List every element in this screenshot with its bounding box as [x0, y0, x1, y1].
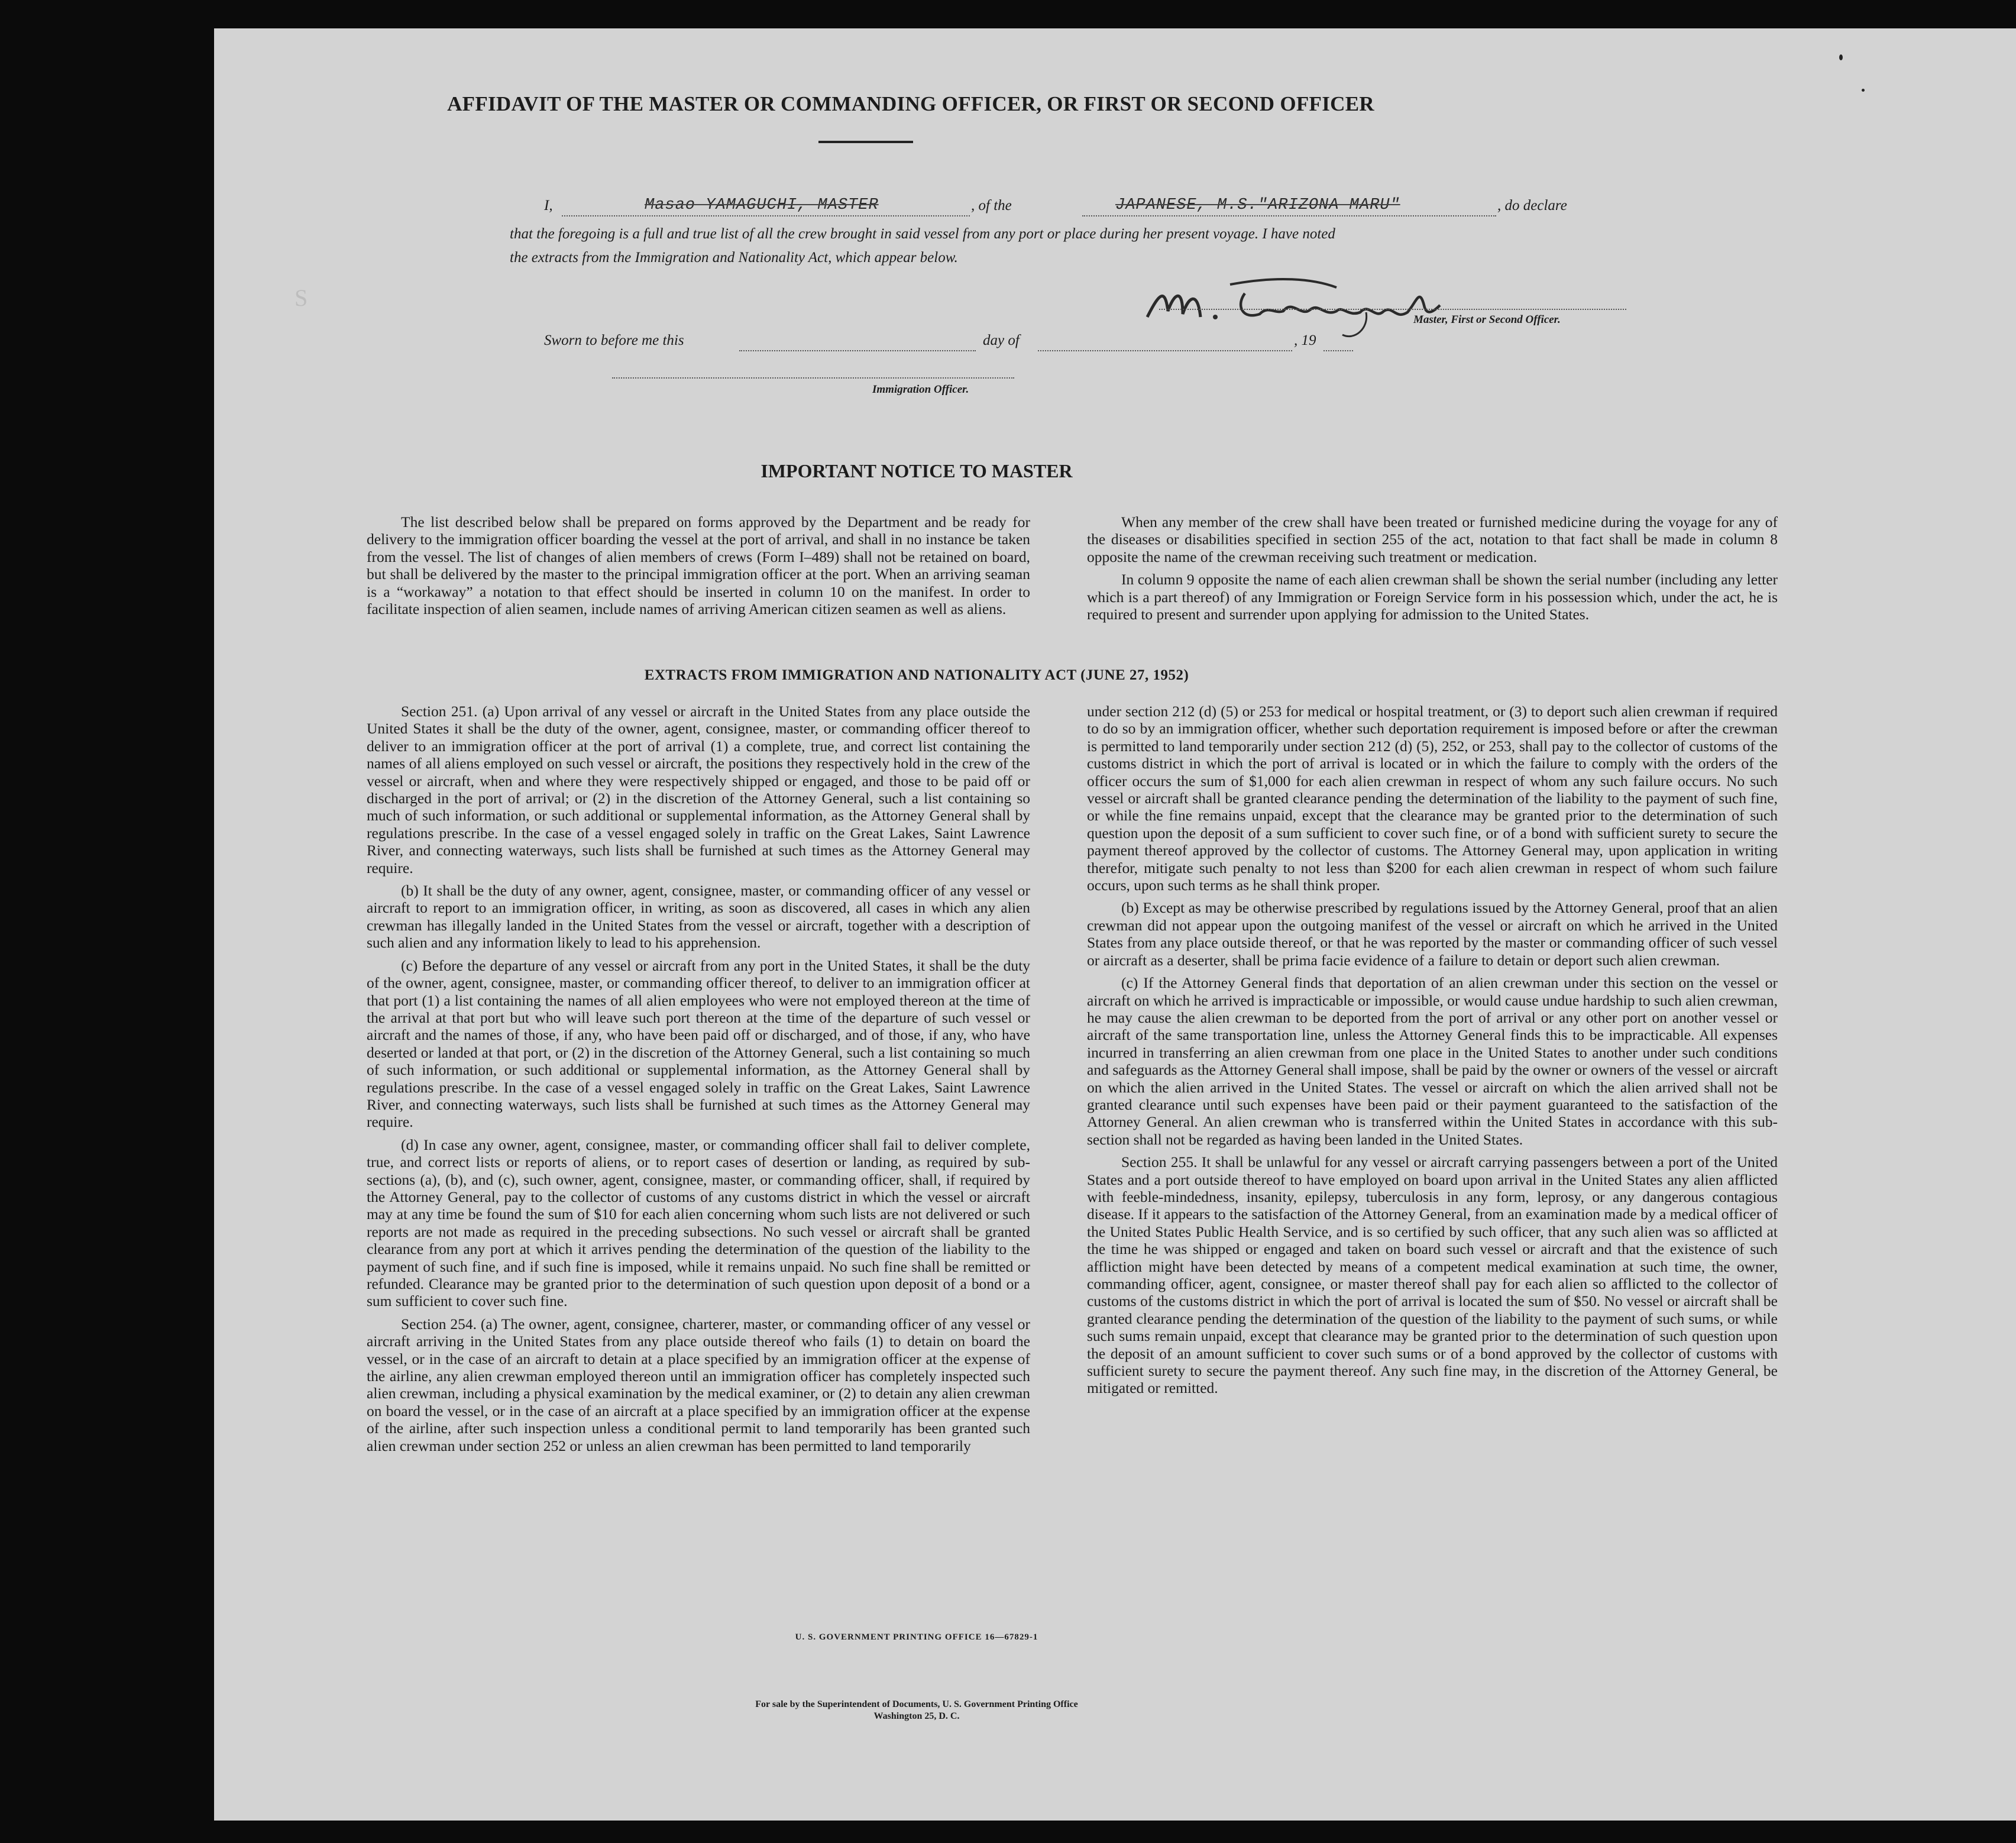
year-prefix: , 19	[1294, 332, 1316, 348]
notice-title: IMPORTANT NOTICE TO MASTER	[761, 460, 1073, 481]
declaration-line-3: the extracts from the Immigration and Nationality Act, which appear below.	[510, 250, 958, 266]
extract-paragraph: (c) If the Attorney General finds that deportation of an alien crewman under this section on the vessel or aircraft on which he arrived is impracticable or impossible, or would cause undue hardship to such alien crewman, he may cause the alien crewman to be deported from the port of arrival or any other port on another vessel or aircraft of the same transportation line, unless the Attorney General finds this to be impracticable. All expenses incurred in transferring an alien crewman from one place in the United States to another under such conditions and safeguards as the Attorney General shall impose, shall be paid by the owner or owners of the vessel or aircraft on which the alien arrived in the United States. The vessel or aircraft on which the alien arrived shall not be granted clearance until such expenses have been paid or their payment guaranteed to the satisfaction of the Attorney General. An alien crewman who is transferred within the United States in accordance with this sub-section shall not be regarded as having been landed in the United States.	[1087, 974, 1778, 1148]
extract-paragraph: (b) It shall be the duty of any owner, agent, consignee, master, or commanding officer of any vessel or aircraft to report to an immigration officer, in writing, as soon as discovered, all cases in which any alien crewman has illegally landed in the United States from the vessel or aircraft, together with a description of such alien and any information likely to lead to his apprehension.	[367, 882, 1030, 952]
extract-paragraph: under section 212 (d) (5) or 253 for medical or hospital treatment, or (3) to deport such alien crewman if required to do so by an immigration officer, whether such deportation requirement is imposed before or after the crewman is permitted to land temporarily under section 212 (d) (5), 252, or 253, shall pay to the collector of customs of the customs district in which the port of arrival is located or in which the failure to comply with the orders of the officer occurs the sum of $1,000 for each alien crewman in respect of whom any such failure occurs. No such vessel or aircraft shall be granted clearance pending the determination of the liability to the payment of such fine, or while the fine remains unpaid, except that the clearance may be granted prior to the determination of such question upon the deposit of a sum sufficient to cover such fine, or of a bond with sufficient surety to secure the payment thereof approved by the collector of customs. The Attorney General may, upon application in writing therefor, mitigate such penalty to not less than $200 for each alien crewman in respect of whom such failure occurs, upon such terms as he shall think proper.	[1087, 703, 1778, 894]
signature-caption: Master, First or Second Officer.	[1413, 313, 1561, 326]
sworn-day-field[interactable]	[739, 332, 976, 351]
vessel-name-value: JAPANESE, M.S."ARIZONA MARU"	[1115, 196, 1400, 214]
sworn-text: Sworn to before me this	[544, 332, 684, 348]
scan-speck	[1862, 89, 1865, 92]
declaration-line-1	[544, 198, 1644, 219]
master-signature	[1141, 270, 1520, 341]
day-of-text: day of	[983, 332, 1020, 348]
line1-of: , of the	[971, 198, 1012, 214]
sworn-month-field[interactable]	[1038, 332, 1292, 351]
sale-line-1: For sale by the Superintendent of Documents, U. S. Government Printing Office	[755, 1699, 1078, 1709]
notice-paragraph: When any member of the crew shall have been treated or furnished medicine during the voyage for any of the diseases or disabilities specified in section 255 of the act, notation to that fact shall be made in column 8 opposite the name of the crewman receiving such treatment or medication.	[1087, 513, 1778, 565]
sale-notice	[680, 1699, 1153, 1722]
immigration-officer-caption: Immigration Officer.	[872, 383, 969, 396]
printing-office-line: U. S. GOVERNMENT PRINTING OFFICE 16—67829-1	[795, 1632, 1038, 1642]
line1-prefix: I,	[544, 198, 553, 214]
declaration-line-2: that the foregoing is a full and true list of all the crew brought in said vessel from any port or place during her present voyage. I have noted	[510, 226, 1335, 242]
notice-paragraph: The list described below shall be prepared on forms approved by the Department and be ready for delivery to the immigration officer boarding the vessel at the port of arrival, and shall in no instance be taken from the vessel. The list of changes of alien members of crews (Form I–489) shall not be retained on board, but shall be delivered by the master to the principal immigration officer at the port. When an arriving seaman is a “workaway” a notation to that effect should be inserted in column 10 on the manifest. In order to facilitate inspection of alien seamen, include names of arriving American citizen seamen as well as aliens.	[367, 513, 1030, 618]
sale-line-2: Washington 25, D. C.	[873, 1711, 960, 1721]
line1-suffix: , do declare	[1497, 198, 1567, 214]
master-name-value: Masao YAMAGUCHI, MASTER	[645, 196, 879, 214]
extract-paragraph: Section 255. It shall be unlawful for any vessel or aircraft carrying passengers between a port of the United States and a port outside thereof to have employed on board upon arrival in the United States any alien afflicted with feeble-mindedness, insanity, epilepsy, tuberculosis in any form, leprosy, or any dangerous contagious disease. If it appears to the satisfaction of the Attorney General, from an examination made by a medical officer of the United States Public Health Service, and is so certified by such officer, that any such alien was so afflicted at the time he was shipped or engaged and taken on board such vessel or aircraft and that the existence of such affliction might have been detected by means of a competent medical examination at such time, the owner, commanding officer, agent, consignee, or master thereof shall pay for each alien so afflicted to the collector of customs of the customs district in which the port of arrival is located the sum of $50. No vessel or aircraft shall be granted clearance pending the determination of the question of the liability to the payment of such sums, or while such sums remain unpaid, except that clearance may be granted prior to the determination of such question upon the deposit of an amount sufficient to cover such sums or of a bond approved by the collector of customs with sufficient surety to secure the payment thereof. Any such fine may, in the discretion of the Attorney General, be mitigated or remitted.	[1087, 1153, 1778, 1397]
extract-paragraph: (d) In case any owner, agent, consignee, master, or commanding officer shall fail to deliver complete, true, and correct lists or reports of aliens, or to report cases of desertion or landing, as required by sub-sections (a), (b), and (c), such owner, agent, consignee, master, or commanding officer, shall, if required by the Attorney General, pay to the collector of customs of any customs district in which the vessel or aircraft may at any time be found the sum of $10 for each alien concerning whom such lists are not delivered or such reports are not made as required in the preceding subsections. No such vessel or aircraft shall be granted clearance from any port at which it arrives pending the determination of the question of the liability to the payment of such fine, and if such fine is imposed, while it remains unpaid. No such fine shall be remitted or refunded. Clearance may be granted prior to the determination of such question upon deposit of a bond or a sum sufficient to cover such fine.	[367, 1136, 1030, 1310]
sworn-line	[544, 332, 1372, 354]
sworn-year-field[interactable]	[1323, 332, 1353, 351]
bleed-through-mark: S	[295, 284, 308, 311]
extract-paragraph: Section 251. (a) Upon arrival of any vessel or aircraft in the United States from any place outside the United States it shall be the duty of the owner, agent, consignee, master, or commanding officer thereof to deliver to an immigration officer at the port of arrival (1) a complete, true, and correct list containing the names of all aliens employed on such vessel or aircraft, the positions they respectively hold in the crew of the vessel or aircraft, when and where they were respectively shipped or engaged, and those to be paid off or discharged in the port of arrival; or (2) in the discretion of the Attorney General, such a list containing so much of such information, or such additional or supplemental information, as the Attorney General shall by regulations prescribe. In the case of a vessel engaged solely in traffic on the Great Lakes, Saint Lawrence River, and connecting waterways, such lists shall be furnished at such times as the Attorney General may require.	[367, 703, 1030, 877]
notice-right-column	[1087, 513, 1778, 628]
vessel-name-field	[1082, 198, 1496, 216]
immigration-officer-line	[612, 377, 1014, 379]
title-rule	[818, 141, 913, 143]
extract-paragraph: Section 254. (a) The owner, agent, consignee, charterer, master, or commanding officer of any vessel or aircraft arriving in the United States from any place outside thereof who fails (1) to detain on board the vessel, or in the case of an aircraft to detain at a place specified by an immigration officer at the expense of the airline, any alien crewman employed thereon until an immigration officer has completely inspected such alien crewman, including a physical examination by the medical examiner, or (2) to detain any alien crewman on board the vessel, or in the case of an aircraft at a place specified by an immigration officer at the expense of the airline, after such inspection unless a conditional permit to land temporarily has been granted such alien crewman under section 252 or unless an alien crewman has been permitted to land temporarily	[367, 1315, 1030, 1454]
extracts-title: EXTRACTS FROM IMMIGRATION AND NATIONALITY ACT (JUNE 27, 1952)	[644, 667, 1189, 683]
affidavit-title: AFFIDAVIT OF THE MASTER OR COMMANDING OFFICER, OR FIRST OR SECOND OFFICER	[447, 92, 1374, 115]
master-name-field	[562, 198, 970, 216]
notice-left-column	[367, 513, 1030, 623]
extract-paragraph: (c) Before the departure of any vessel or aircraft from any port in the United States, it shall be the duty of the owner, agent, consignee, master, or commanding officer thereof, to deliver to an immigration officer at that port (1) a list containing the names of all alien employees who were not employed thereon at the time of the arrival at that port but who will leave such port thereon at the time of the departure of such vessel or aircraft and the names of those, if any, who have been paid off or discharged, and of those, if any, who have deserted or landed at that port, or (2) in the discretion of the Attorney General, such a list containing so much of such information, or such additional or supplemental information, as the Attorney General shall by regulations prescribe. In the case of a vessel engaged solely in traffic on the Great Lakes, Saint Lawrence River, and connecting waterways, such lists shall be furnished at such times as the Attorney General may require.	[367, 956, 1030, 1131]
extracts-left-column	[367, 703, 1030, 1460]
extract-paragraph: (b) Except as may be otherwise prescribed by regulations issued by the Attorney General, proof that an alien crewman did not appear upon the outgoing manifest of the vessel or aircraft on which he arrived in the United States from any place outside thereof, or that he was reported by the master or commanding officer of such vessel or aircraft as a deserter, shall be prima facie evidence of a failure to detain or deport such alien crewman.	[1087, 899, 1778, 969]
extracts-right-column	[1087, 703, 1778, 1402]
signature-line	[1159, 309, 1626, 310]
notice-paragraph: In column 9 opposite the name of each alien crewman shall be shown the serial number (including any letter which is a part thereof) of any Immigration or Foreign Service form in his possession which, under the act, he is required to present and surrender upon applying for admission to the United States.	[1087, 571, 1778, 623]
scan-speck	[1839, 54, 1843, 60]
